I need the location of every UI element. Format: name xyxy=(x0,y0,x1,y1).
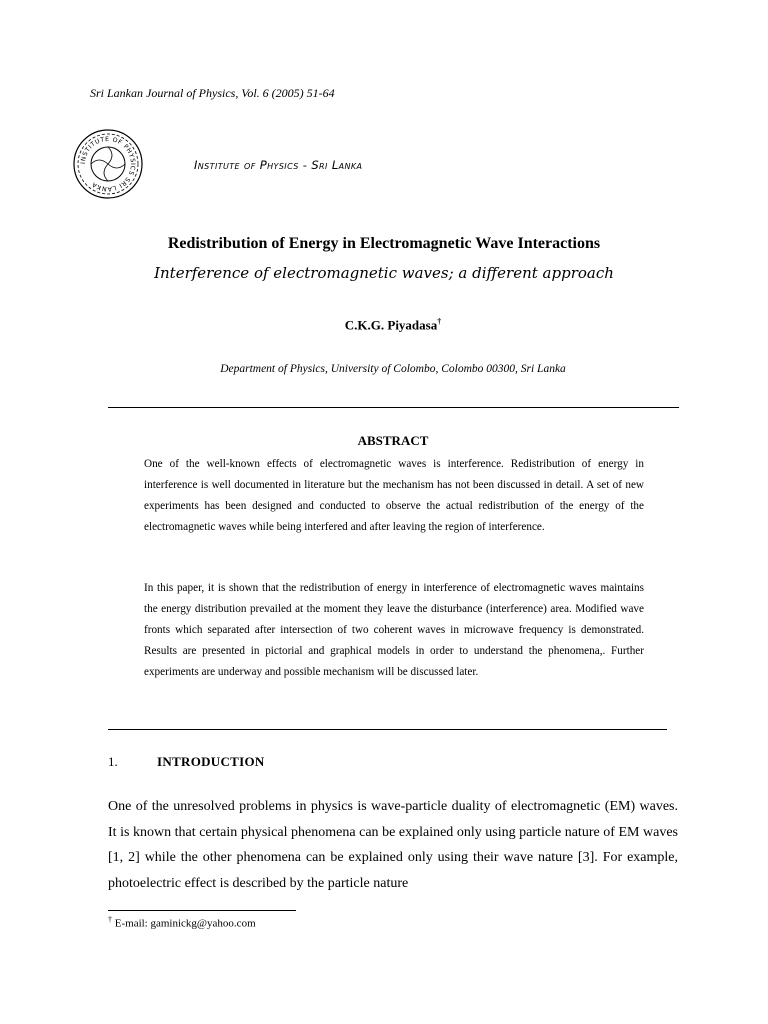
journal-citation: Sri Lankan Journal of Physics, Vol. 6 (2005) 51-64 xyxy=(90,86,335,100)
top-divider xyxy=(108,407,679,408)
author-name: C.K.G. Piyadasa xyxy=(344,317,438,333)
abstract-divider xyxy=(108,729,667,730)
footnote-mark: † xyxy=(108,915,112,924)
footnote-divider xyxy=(108,910,296,911)
paper-title: Redistribution of Energy in Electromagnetic Wave Interactions xyxy=(167,235,601,252)
institute-seal-icon xyxy=(72,128,144,200)
abstract-paragraph: In this paper, it is shown that the redistribution of energy in interference of electromagnetic waves maintains the energy distribution prevailed at the moment they leave the disturbance (interference) area. Modified wave fronts which separated after intersection of two coherent waves in microwave frequency is demonstrated. Results are presented in pictorial and graphical models in order to understand the phenomena,. Further experiments are underway and possible mechanism will be discussed later. xyxy=(144,582,644,678)
abstract-paragraph: One of the well-known effects of electromagnetic waves is interference. Redistribution of energy in interference is well documented in literature but the mechanism has not been discussed in detail. A set of new experiments has been designed and conducted to observe the actual redistribution of the energy of the electromagnetic waves while being interfered and after leaving the region of interference. xyxy=(144,458,644,533)
author-footnote-mark: † xyxy=(437,317,442,326)
section-title: INTRODUCTION xyxy=(157,754,265,769)
abstract-heading: ABSTRACT xyxy=(357,433,429,448)
paper-subtitle: Interference of electromagnetic waves; a different approach xyxy=(154,264,614,282)
author xyxy=(0,317,768,333)
section-number: 1. xyxy=(108,754,118,769)
footnote xyxy=(108,915,256,930)
affiliation: Department of Physics, University of Colombo, Colombo 00300, Sri Lanka xyxy=(220,363,566,375)
institute-name: Institute of Physics - Sri Lanka xyxy=(194,158,363,172)
introduction-paragraph: One of the unresolved problems in physics is wave-particle duality of electromagnetic (EM) waves. It is known that certain physical phenomena can be explained only using particle nature of EM waves [1, 2] while the other phenomena can be explained only using their wave nature [3]. For example, photoelectric effect is described by the particle nature xyxy=(108,799,678,891)
seal-text: INSTITUTE OF PHYSICS SRI LANKA xyxy=(79,135,137,193)
footnote-email: E-mail: gaminickg@yahoo.com xyxy=(112,917,256,930)
institute-seal-svg xyxy=(72,128,144,200)
